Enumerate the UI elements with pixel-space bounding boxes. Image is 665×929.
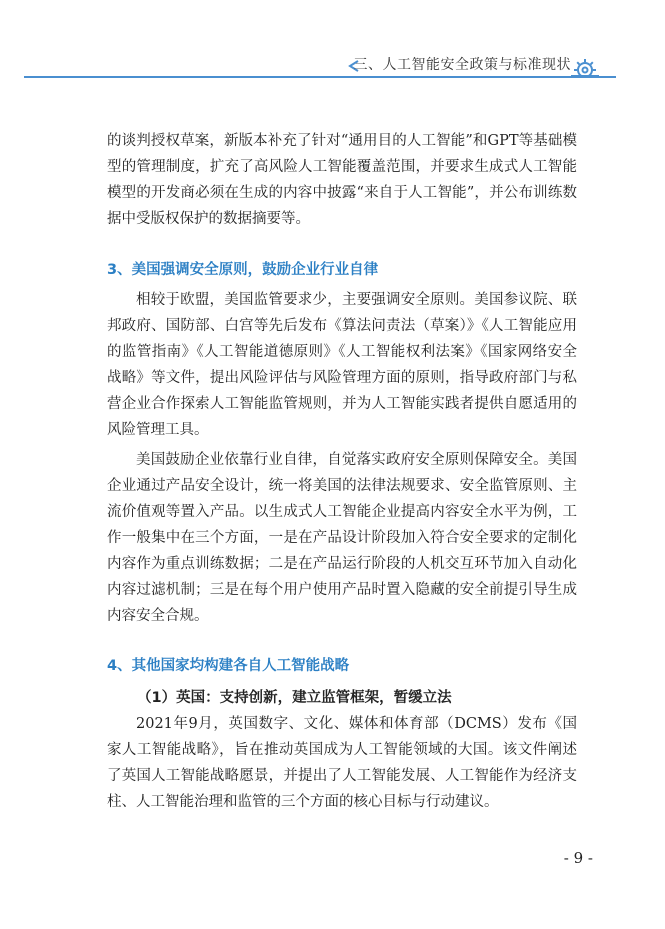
header-title: 三、人工智能安全政策与标准现状	[353, 57, 571, 73]
section-heading: 4、其他国家均构建各自人工智能战略	[107, 658, 350, 674]
body-paragraph: 的谈判授权草案，新版本补充了针对“通用目的人工智能”和GPT等基础模型的管理制度，扩充了高风险人工智能覆盖范围，并要求生成式人工智能模型的开发商必须在生成的内容中披露“来自于人工智能”，并公布训练数据中受版权保护的数据摘要等。	[107, 133, 577, 227]
section-heading: 3、美国强调安全原则，鼓励企业行业自律	[107, 262, 379, 278]
subsection-heading: （1）英国：支持创新，建立监管框架，暂缓立法	[137, 690, 452, 706]
body-paragraph: 2021年9月，英国数字、文化、媒体和体育部（DCMS）发布《国家人工智能战略》，旨在推动英国成为人工智能领域的大国。该文件阐述了英国人工智能战略愿景，并提出了人工智能发展、人工智能作为经济支柱、人工智能治理和监管的三个方面的核心目标与行动建议。	[107, 716, 577, 810]
body-paragraph: 美国鼓励企业依靠行业自律，自觉落实政府安全原则保障安全。美国企业通过产品安全设计，统一将美国的法律法规要求、安全监管原则、主流价值观等置入产品。以生成式人工智能企业提高内容安全水平为例，工作一般集中在三个方面，一是在产品设计阶段加入符合安全要求的定制化内容作为重点训练数据；二是在产品运行阶段的人机交互环节加入自动化内容过滤机制；三是在每个用户使用产品时置入隐藏的安全前提引导生成内容安全合规。	[107, 452, 577, 624]
page-number: - 9 -	[563, 849, 593, 867]
gear-icon	[568, 48, 602, 78]
body-paragraph: 相较于欧盟，美国监管要求少，主要强调安全原则。美国参议院、联邦政府、国防部、白宫等先后发布《算法问责法（草案）》《人工智能应用的监管指南》《人工智能道德原则》《人工智能权利法案》《国家网络安全战略》等文件，提出风险评估与风险管理方面的原则，指导政府部门与私营企业合作探索人工智能监管规则，并为人工智能实践者提供自愿适用的风险管理工具。	[107, 292, 577, 438]
header-divider	[24, 76, 616, 78]
